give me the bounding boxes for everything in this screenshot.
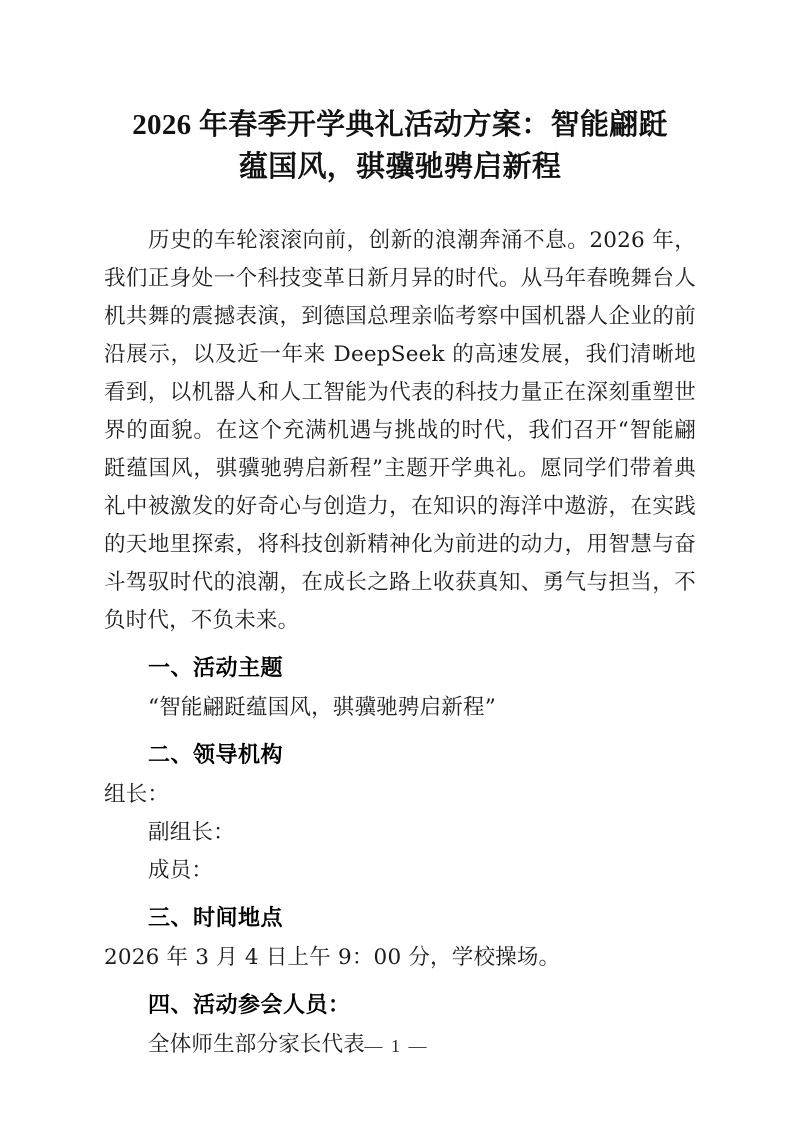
section-heading-3: 三、时间地点 [148, 905, 284, 930]
section-heading-4: 四、活动参会人员： [148, 992, 351, 1017]
page-title [104, 0, 696, 188]
document-body [104, 0, 696, 1064]
section-3-line-1: 2026 年 3 月 4 日上午 9：00 分，学校操场。 [104, 945, 561, 970]
section-4-line-1: 全体师生部分家长代表 [148, 1032, 366, 1057]
section-2-line-2: 副组长： [148, 820, 235, 845]
page-title-line-2: 蕴国风，骐骥驰骋启新程 [238, 151, 562, 183]
section-2-line-3: 成员： [148, 858, 214, 883]
section-heading-2: 二、领导机构 [148, 742, 284, 767]
page-number-footer: — 1 — [364, 1036, 429, 1056]
section-1-line-1: “智能翩跹蕴国风，骐骥驰骋启新程” [148, 695, 496, 720]
section-2-line-1: 组长： [104, 782, 170, 807]
page-title-line-1: 2026 年春季开学典礼活动方案：智能翩跹 [132, 109, 668, 141]
intro-paragraph: 历史的车轮滚滚向前，创新的浪潮奔涌不息。2026 年，我们正身处一个科技变革日新月异的时代。从马年春晚舞台人机共舞的震撼表演，到德国总理亲临考察中国机器人企业的前沿展示，以及近一年来 DeepSeek 的高速发展，我们清晰地看到，以机器人和人工智能为代表的科技力量正在深刻重塑世界的面貌。在这个充满机遇与挑战的时代，我们召开“智能翩跹蕴国风，骐骥驰骋启新程”主题开学典礼。愿同学们带着典礼中被激发的好奇心与创造力，在知识的海洋中遨游，在实践的天地里探索，将科技创新精神化为前进的动力，用智慧与奋斗驾驭时代的浪潮，在成长之路上收获真知、勇气与担当，不负时代，不负未来。 [104, 228, 696, 633]
section-heading-1: 一、活动主题 [148, 655, 284, 680]
